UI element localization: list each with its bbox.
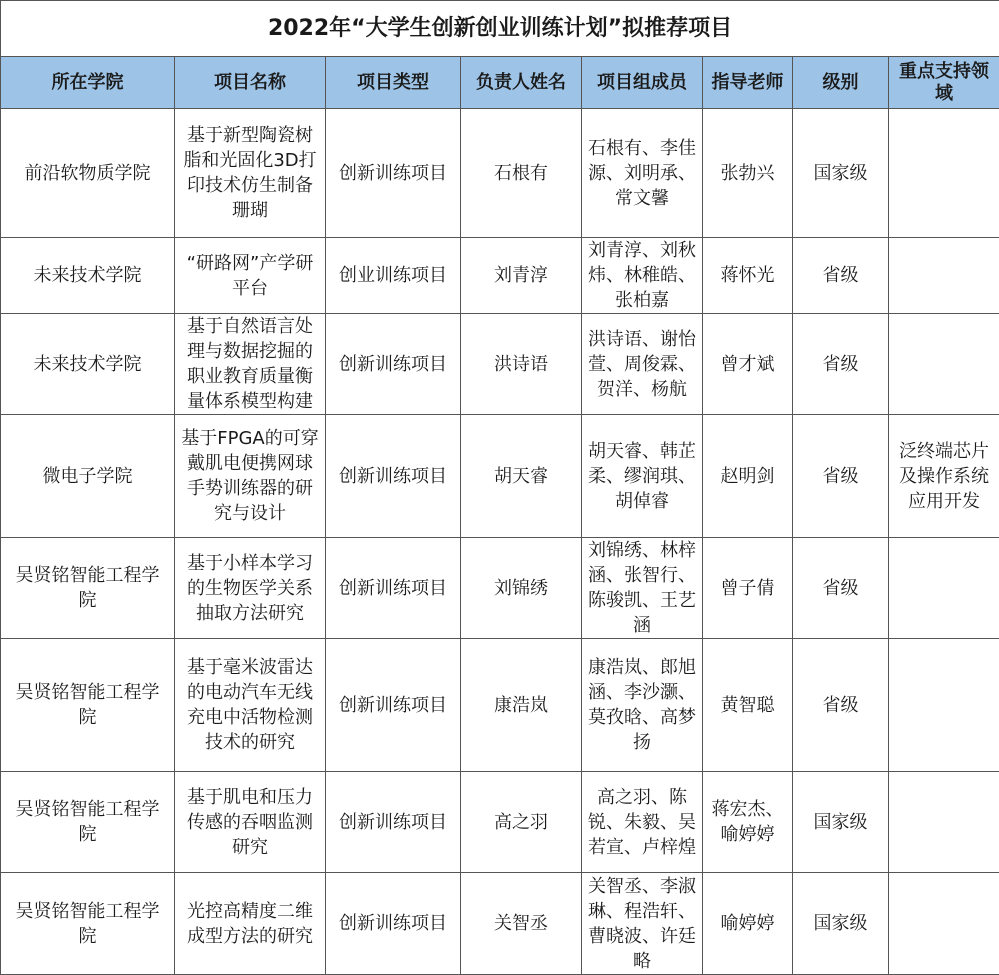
- cell-leader: 刘锦绣: [461, 538, 582, 639]
- cell-college: 吴贤铭智能工程学院: [1, 873, 175, 975]
- cell-leader: 关智丞: [461, 873, 582, 975]
- table-row: [1, 109, 999, 238]
- cell-project-type: 创新训练项目: [326, 639, 461, 772]
- cell-focus-area: [889, 314, 999, 415]
- table-row: [1, 415, 999, 538]
- cell-project-name: “研路网”产学研平台: [175, 238, 326, 314]
- cell-project-type: 创新训练项目: [326, 772, 461, 873]
- table-row: [1, 639, 999, 772]
- cell-focus-area: [889, 238, 999, 314]
- cell-level: 省级: [793, 238, 889, 314]
- cell-level: 省级: [793, 639, 889, 772]
- table-row: [1, 314, 999, 415]
- cell-college: 前沿软物质学院: [1, 109, 175, 238]
- cell-college: 吴贤铭智能工程学院: [1, 538, 175, 639]
- cell-focus-area: [889, 538, 999, 639]
- cell-college: 微电子学院: [1, 415, 175, 538]
- cell-leader: 石根有: [461, 109, 582, 238]
- cell-members: 刘锦绣、林梓涵、张智行、陈骏凯、王艺涵: [582, 538, 703, 639]
- cell-project-name: 基于新型陶瓷树脂和光固化3D打印技术仿生制备珊瑚: [175, 109, 326, 238]
- cell-members: 洪诗语、谢怡萱、周俊霖、贺洋、杨航: [582, 314, 703, 415]
- cell-advisor: 蒋怀光: [703, 238, 793, 314]
- header-project-type: 项目类型: [326, 57, 461, 109]
- cell-project-type: 创新训练项目: [326, 873, 461, 975]
- header-college: 所在学院: [1, 57, 175, 109]
- cell-project-name: 基于自然语言处理与数据挖掘的职业教育质量衡量体系模型构建: [175, 314, 326, 415]
- cell-leader: 康浩岚: [461, 639, 582, 772]
- table-row: [1, 772, 999, 873]
- cell-focus-area: [889, 772, 999, 873]
- cell-advisor: 黄智聪: [703, 639, 793, 772]
- cell-advisor: 曾才斌: [703, 314, 793, 415]
- cell-members: 胡天睿、韩芷柔、缪润琪、胡倬睿: [582, 415, 703, 538]
- cell-leader: 刘青淳: [461, 238, 582, 314]
- cell-members: 关智丞、李淑琳、程浩轩、曹晓波、许廷略: [582, 873, 703, 975]
- cell-level: 国家级: [793, 873, 889, 975]
- cell-project-name: 基于小样本学习的生物医学关系抽取方法研究: [175, 538, 326, 639]
- cell-members: 刘青淳、刘秋炜、林稚皓、张柏嘉: [582, 238, 703, 314]
- header-members: 项目组成员: [582, 57, 703, 109]
- header-row: [1, 57, 999, 109]
- header-advisor: 指导老师: [703, 57, 793, 109]
- cell-advisor: 张勃兴: [703, 109, 793, 238]
- cell-members: 高之羽、陈锐、朱毅、吴若宣、卢梓煌: [582, 772, 703, 873]
- cell-college: 吴贤铭智能工程学院: [1, 772, 175, 873]
- cell-focus-area: [889, 639, 999, 772]
- cell-members: 康浩岚、郎旭涵、李沙灏、莫孜晗、高梦扬: [582, 639, 703, 772]
- table-row: [1, 238, 999, 314]
- cell-project-type: 创新训练项目: [326, 538, 461, 639]
- header-level: 级别: [793, 57, 889, 109]
- cell-members: 石根有、李佳源、刘明承、常文馨: [582, 109, 703, 238]
- cell-advisor: 曾子倩: [703, 538, 793, 639]
- cell-college: 未来技术学院: [1, 238, 175, 314]
- cell-project-name: 基于FPGA的可穿戴肌电便携网球手势训练器的研究与设计: [175, 415, 326, 538]
- cell-college: 吴贤铭智能工程学院: [1, 639, 175, 772]
- cell-focus-area: [889, 873, 999, 975]
- table-title: 2022年“大学生创新创业训练计划”拟推荐项目: [1, 1, 999, 57]
- cell-project-name: 基于毫米波雷达的电动汽车无线充电中活物检测技术的研究: [175, 639, 326, 772]
- cell-focus-area: [889, 109, 999, 238]
- cell-project-name: 基于肌电和压力传感的吞咽监测研究: [175, 772, 326, 873]
- header-project-name: 项目名称: [175, 57, 326, 109]
- cell-leader: 洪诗语: [461, 314, 582, 415]
- cell-level: 国家级: [793, 772, 889, 873]
- cell-project-type: 创新训练项目: [326, 109, 461, 238]
- cell-project-type: 创新训练项目: [326, 314, 461, 415]
- cell-level: 省级: [793, 538, 889, 639]
- cell-focus-area: 泛终端芯片及操作系统应用开发: [889, 415, 999, 538]
- cell-advisor: 赵明剑: [703, 415, 793, 538]
- header-focus-area: 重点支持领域: [889, 57, 999, 109]
- table-row: [1, 538, 999, 639]
- cell-project-name: 光控高精度二维成型方法的研究: [175, 873, 326, 975]
- cell-leader: 胡天睿: [461, 415, 582, 538]
- cell-level: 国家级: [793, 109, 889, 238]
- cell-project-type: 创新训练项目: [326, 415, 461, 538]
- cell-advisor: 喻婷婷: [703, 873, 793, 975]
- cell-advisor: 蒋宏杰、喻婷婷: [703, 772, 793, 873]
- table-row: [1, 873, 999, 975]
- cell-college: 未来技术学院: [1, 314, 175, 415]
- header-leader: 负责人姓名: [461, 57, 582, 109]
- cell-project-type: 创业训练项目: [326, 238, 461, 314]
- cell-level: 省级: [793, 314, 889, 415]
- cell-level: 省级: [793, 415, 889, 538]
- cell-leader: 高之羽: [461, 772, 582, 873]
